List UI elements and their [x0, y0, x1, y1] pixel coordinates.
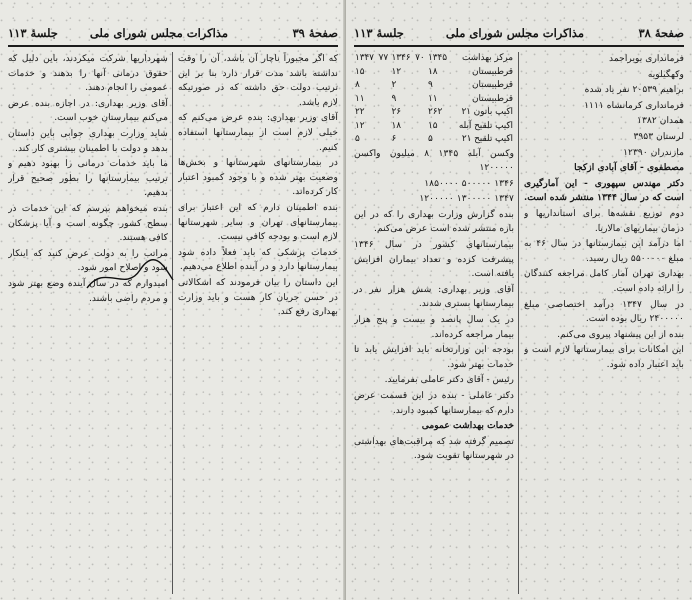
table-row [354, 93, 514, 107]
paragraph: بنده از این پیشنهاد پیروی می‌کنم. [557, 328, 684, 340]
table-cell-value: ۱۳۴۷ [355, 53, 374, 63]
table-cell-value: ۹ [391, 93, 397, 104]
table-cell-value: ۱۲ [355, 120, 365, 131]
column-divider [172, 52, 173, 594]
table-row [354, 120, 514, 134]
table-cell-value: ۱۵ [428, 120, 438, 131]
running-title: مذاکرات مجلس شورای ملی [89, 26, 228, 40]
table-cell-value: ۷۰ [415, 53, 425, 63]
table-cell-value: ۲ [391, 80, 397, 90]
table-row [354, 133, 514, 147]
paragraph: دکتر عاملی - بنده در این قسمت عرض دارم که بیمارستانها کمبود دارند. [354, 390, 514, 416]
table-cell-value [378, 133, 391, 147]
table-cell-value [378, 106, 391, 120]
paragraph: خدمات بهداشت عمومی [421, 420, 514, 432]
page-number: صفحهٔ ۳۹ [292, 26, 338, 40]
right-page-header [354, 26, 684, 42]
left-page-right-column [178, 52, 338, 594]
table-cell-value [378, 120, 391, 134]
table-cell-value [414, 93, 427, 107]
paragraph: این امکانات برای بیمارستانها لازم است و باید اعتبار داده شود. [524, 344, 684, 370]
column-divider [518, 52, 519, 594]
paragraph: ۱۳۴۷ ۱۳۰۰۰۰۰ ۱۲۰۰۰۰۰ [419, 193, 514, 205]
paragraph: بنده گزارش وزارت بهداری را که در این باره منتشر شده است عرض می‌کنم. [354, 208, 514, 235]
right-page-right-column [524, 52, 684, 594]
paragraph: این داستان را بیان فرمودند که اشکالاتی در حسن جریان کار هست و باید وزارت بهداری رفع کند. [178, 276, 338, 318]
paragraph: که اگر مجبوراً ناچار آن باشد، آن را وقت نداشته باشد مدت قرار دارد بنا بر این ترتیب دولت حق داشته که در صورتیکه لازم باشد. [178, 53, 338, 108]
paragraph: شهرداریها شرکت میکردند، باین دلیل که حقوق درمانی آنها را بدهند و خدمات عمومی را انجام دهند. [8, 53, 168, 94]
table-cell-place: اکیپ تلقیح ۲۱ [461, 134, 513, 144]
table-cell-value [378, 66, 391, 80]
table-cell-value: ۲۶ [391, 107, 401, 117]
table-row [354, 106, 514, 120]
paragraph: براهیم ۲۰۵۳۹ نفر یاد شده [584, 84, 684, 96]
right-page [346, 0, 692, 600]
right-page-left-column-text [354, 147, 514, 464]
paragraph: مراتب را به دولت عرض کنید که اینکار شود و اصلاح امور شود. [8, 247, 168, 274]
paragraph: آقای وزیر بهداری: بنده عرض می‌کنم که خیلی لازم است از بیمارستانها استفاده کنیم. [178, 112, 338, 153]
table-cell-value: ۸ [355, 80, 360, 90]
left-page-header [8, 26, 338, 42]
paragraph: امیدوارم که در سال آینده وضع بهتر شود و مردم راضی باشند. [8, 277, 168, 304]
paragraph: بنده اطمینان دارم که این اعتبار برای بیمارستانهای تهران و سایر شهرستانها لازم است و بودجه کافی نیست. [178, 201, 338, 243]
table-row [354, 52, 514, 66]
header-rule [354, 45, 684, 47]
paragraph: در بیمارستانهای شهرستانها و بخش‌ها وضعیت بهتر شده و با وجود کمبود اعتبار کار کرده‌اند. [178, 157, 338, 198]
table-cell-value: ۲۲ [355, 107, 365, 117]
right-page-columns [354, 52, 684, 594]
paragraph: آقای وزیر بهداری: در اجازه بنده عرض می‌کنم بیمارستان خوب است. [8, 97, 168, 124]
paragraph: اما درآمد این بیمارستانها در سال ۴۶ به مبلغ ۵۵۰۰۰۰۰ ریال رسید. [524, 238, 684, 264]
paragraph: بیمارستانهای کشور در سال ۱۳۴۶ پیشرفت کرده و تعداد بیماران افزایش یافته است. [354, 239, 514, 280]
table-cell-value: ۲۶۲ [428, 107, 443, 117]
paragraph: وکهگیلویه [647, 68, 684, 80]
paragraph: مازندران ۱۲۳۹۰ [623, 146, 684, 158]
table-cell-value [414, 120, 427, 134]
table-cell-value [414, 133, 427, 147]
table-cell-value: ۷۷ [378, 53, 389, 63]
table-cell-value: ۱۵ [355, 66, 365, 77]
session-label: جلسهٔ ۱۱۳ [354, 26, 404, 40]
paragraph: رئیس - آقای دکتر عاملی بفرمایید. [384, 374, 514, 386]
table-cell-value: ۹ [428, 80, 433, 90]
table-cell-value: ۵ [355, 134, 360, 144]
paragraph: ما باید خدمات درمانی را بهبود دهیم و ترتیب بیمارستانها را بطور صحیح قرار بدهیم. [8, 158, 168, 199]
table-cell-value [414, 66, 427, 80]
table-cell-value: ۱۳۴۶ [391, 53, 411, 63]
page-number: صفحهٔ ۳۸ [638, 26, 684, 40]
table-cell-value: ۱۱ [428, 93, 438, 104]
table-row [354, 66, 514, 80]
running-title: مذاکرات مجلس شورای ملی [445, 26, 584, 40]
header-rule [8, 45, 338, 47]
left-page-left-column [8, 52, 168, 594]
paragraph: بهداری تهران آمار کامل مراجعه کنندگان را ارائه داده است. [524, 268, 684, 294]
table-cell-place: اکیپ باتون ۲۱ [461, 107, 513, 117]
table-cell-value [414, 106, 427, 120]
table-cell-value [378, 93, 391, 107]
table-cell-value: ۱۸ [428, 66, 438, 77]
paragraph: تصمیم گرفته شد که مراقبت‌های بهداشتی در شهرستانها تقویت شود. [354, 435, 514, 462]
paragraph: وکسن آبله ۱۳۴۵ ۸ میلیون واکسن ۱۲۰۰۰۰۰ [354, 147, 514, 174]
table-cell-place: قرطبیستان [471, 66, 513, 77]
statistics-table [354, 52, 514, 147]
paragraph: آقای وزیر بهداری: شش هزار نفر در بیمارستانها بستری شدند. [354, 283, 514, 310]
paragraph: در یک سال پانصد و بیست و پنج هزار بیمار مراجعه کرده‌اند. [354, 314, 514, 340]
table-cell-place: قرطبیستان [471, 93, 513, 104]
table-cell-value [378, 79, 391, 93]
paragraph: شاید وزارت بهداری جوابی باین داستان بدهد و دولت با اطمینان بیشتری کار کند. [8, 127, 168, 154]
paragraph: مصطفوی - آقای آبادی ازکجا [574, 162, 684, 174]
table-cell-value: ۱۳۴۵ [428, 53, 447, 63]
paragraph: دکتر مهندس سپهوری - این آمارگیری است که در سال ۱۳۴۴ منتشر شده است. [524, 177, 684, 204]
right-page-left-column [354, 52, 514, 594]
table-cell-value: ۱۸ [391, 120, 401, 131]
session-label: جلسهٔ ۱۱۳ [8, 26, 58, 40]
left-page-columns [8, 52, 338, 594]
table-cell-value [414, 79, 427, 93]
paragraph: ۱۳۴۶ ۵۰۰۰۰۰ ۱۸۵۰۰۰۰ [424, 177, 514, 189]
paragraph: بودجه این وزارتخانه باید افزایش یابد تا خدمات بهتر شود. [354, 344, 514, 370]
table-cell-place: مرکز بهداشت [462, 53, 513, 63]
paragraph: فرمانداری بویراحمد [609, 53, 684, 64]
table-cell-value: ۵ [428, 134, 433, 144]
table-row [354, 79, 514, 93]
paragraph: فرمانداری کرمانشاه ۱۱۱۱ [584, 99, 684, 111]
paragraph: در سال ۱۳۴۷ درآمد اختصاصی مبلغ ۲۴۰۰۰۰۰ ریال بوده است. [524, 298, 684, 325]
paragraph: دوم توزیع نقشه‌ها برای استانداریها و درمان بیماریهای مالاریا. [524, 207, 684, 234]
table-cell-place: اکیپ تلقیح آبله [458, 120, 513, 131]
paragraph: بنده میخواهم بپرسم که این خدمات در سطح کشور چگونه است و آیا پزشکان کافی هستند. [8, 202, 168, 244]
paragraph: خدمات پزشکی که باید فعلاً داده شود بیمارستانها دارد و در آینده اطلاع می‌دهیم. [178, 246, 338, 273]
paragraph: لرستان ۳۹۵۳ [633, 130, 684, 142]
paragraph: همدان ۱۳۸۲ [637, 115, 684, 127]
table-cell-value: ۱۲ [391, 66, 401, 77]
table-cell-value: ۶ [391, 134, 397, 144]
table-cell-place: قرطبیستان [471, 80, 513, 90]
table-cell-value: ۱۱ [355, 93, 365, 104]
